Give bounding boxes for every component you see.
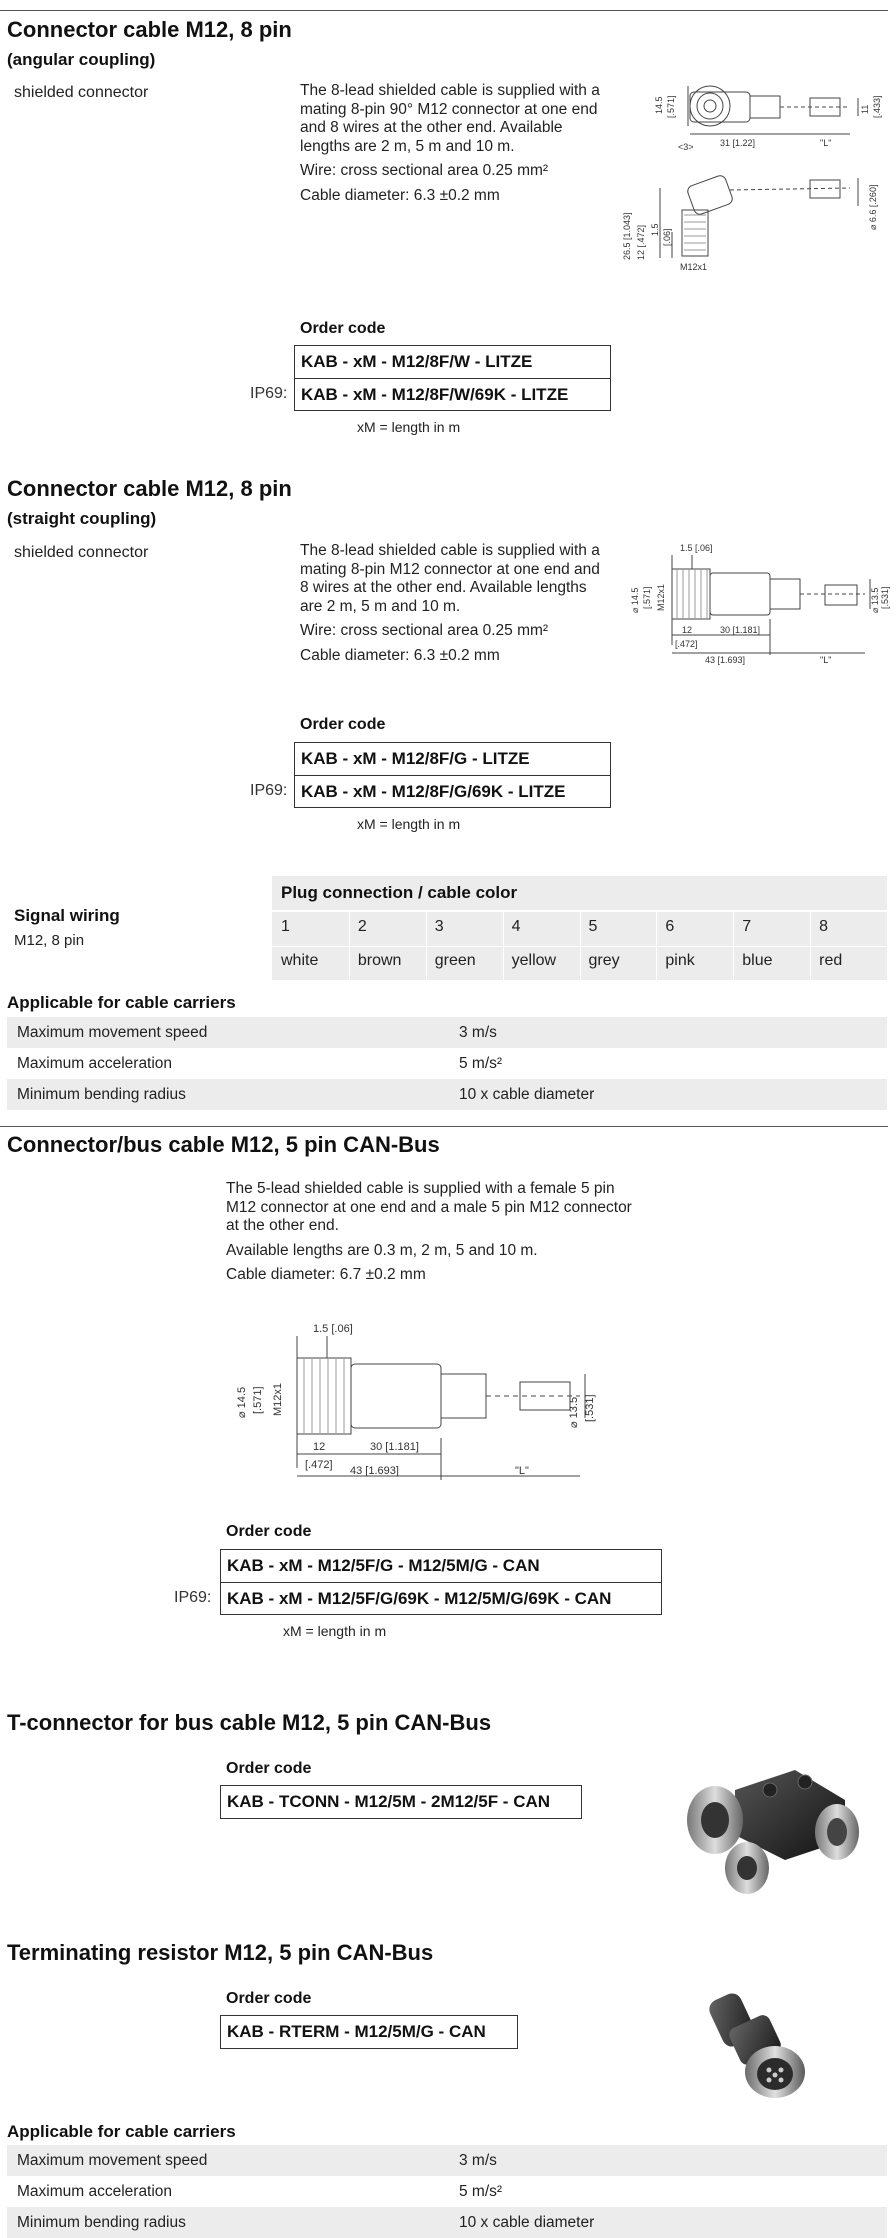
signal-header: Plug connection / cable color bbox=[281, 883, 518, 902]
dim-step: 1.5 bbox=[650, 223, 660, 236]
wire-spec: Wire: cross sectional area 0.25 mm² bbox=[300, 162, 549, 179]
order-code-label: Order code bbox=[226, 1990, 312, 2007]
wire-spec: Wire: cross sectional area 0.25 mm² bbox=[300, 622, 549, 639]
order-code-ip69: KAB - xM - M12/8F/G/69K - LITZE bbox=[295, 775, 610, 807]
dim-step: 1.5 [.06] bbox=[313, 1323, 353, 1335]
pin-number: 7 bbox=[742, 918, 752, 935]
column-divider bbox=[503, 910, 504, 980]
cable-color: red bbox=[819, 952, 843, 969]
dim-bottom-height: 26.5 [1.043] bbox=[622, 212, 632, 260]
carrier-label: Minimum bending radius bbox=[17, 1086, 186, 1103]
dim-length-l: "L" bbox=[515, 1465, 529, 1477]
dim-cable-in: [.531] bbox=[880, 586, 890, 609]
cable-diameter: Cable diameter: 6.3 ±0.2 mm bbox=[300, 646, 500, 664]
carrier-value: 3 m/s bbox=[459, 1024, 497, 1041]
carrier-row bbox=[7, 1017, 887, 1048]
dim-top-length: 31 [1.22] bbox=[720, 138, 756, 148]
dim-diameter: ⌀ 14.5 bbox=[236, 1386, 248, 1418]
cable-color: grey bbox=[588, 952, 620, 969]
signal-title: Signal wiring bbox=[14, 906, 120, 925]
order-code-label: Order code bbox=[226, 1760, 312, 1777]
carrier-value: 5 m/s² bbox=[459, 1055, 503, 1072]
cable-color: yellow bbox=[511, 952, 557, 969]
order-code-ip69: KAB - xM - M12/8F/W/69K - LITZE bbox=[295, 378, 610, 410]
dim-diameter: ⌀ 14.5 bbox=[630, 587, 640, 613]
carriers-title: Applicable for cable carriers bbox=[7, 993, 236, 1012]
dim-diameter-in: [.571] bbox=[642, 586, 652, 609]
carrier-value: 5 m/s² bbox=[459, 2183, 503, 2200]
pin-number: 2 bbox=[357, 918, 367, 935]
order-code: KAB - TCONN - M12/5M - 2M12/5F - CAN bbox=[227, 1792, 551, 1811]
cable-diameter: Cable diameter: 6.3 ±0.2 mm bbox=[300, 186, 500, 204]
description bbox=[300, 542, 610, 671]
order-code-box bbox=[220, 1549, 662, 1615]
carrier-label: Maximum acceleration bbox=[17, 2183, 173, 2200]
dim-cable: ⌀ 13.5 bbox=[568, 1396, 580, 1428]
carrier-row bbox=[7, 1079, 887, 1110]
dim-thread: M12x1 bbox=[656, 583, 666, 611]
dim-knurl: 12 bbox=[682, 625, 693, 635]
ip69-label: IP69: bbox=[250, 385, 288, 402]
dim-bottom-width: 12 [.472] bbox=[636, 224, 646, 260]
section-subtitle: (straight coupling) bbox=[7, 509, 157, 528]
dim-cable: ⌀ 13.5 bbox=[870, 587, 880, 613]
pin-number: 6 bbox=[665, 918, 675, 935]
order-code-box bbox=[220, 2015, 518, 2049]
top-rule bbox=[0, 10, 888, 11]
dim-length-l: "L" bbox=[820, 655, 832, 665]
dim-thread: M12x1 bbox=[680, 262, 708, 272]
carrier-row bbox=[7, 2176, 887, 2207]
lengths-text: Available lengths are 0.3 m, 2 m, 5 and 10 m. bbox=[226, 1241, 538, 1259]
order-code: KAB - xM - M12/8F/W - LITZE bbox=[301, 352, 533, 371]
carrier-value: 10 x cable diameter bbox=[459, 2214, 595, 2231]
dim-length-l: "L" bbox=[820, 138, 832, 148]
carrier-label: Minimum bending radius bbox=[17, 2214, 186, 2231]
connector-type-label: shielded connector bbox=[14, 544, 149, 561]
carrier-row bbox=[7, 2207, 887, 2238]
column-divider bbox=[733, 910, 734, 980]
order-code-ip69: KAB - xM - M12/5F/G/69K - M12/5M/G/69K - CAN bbox=[221, 1582, 661, 1614]
length-note: xM = length in m bbox=[283, 1623, 387, 1639]
cable-color: blue bbox=[742, 952, 773, 969]
dim-body: 30 [1.181] bbox=[370, 1441, 419, 1453]
carriers-title: Applicable for cable carriers bbox=[7, 2122, 236, 2141]
section-title: T-connector for bus cable M12, 5 pin CAN-Bus bbox=[7, 1710, 492, 1735]
carrier-value: 10 x cable diameter bbox=[459, 1086, 595, 1103]
dim-total: 43 [1.693] bbox=[705, 655, 746, 665]
cable-color: pink bbox=[665, 952, 695, 969]
carrier-label: Maximum acceleration bbox=[17, 1055, 173, 1072]
carrier-row bbox=[7, 1048, 887, 1079]
carrier-label: Maximum movement speed bbox=[17, 2152, 208, 2169]
column-divider bbox=[656, 910, 657, 980]
order-code-box bbox=[294, 345, 611, 411]
column-divider bbox=[426, 910, 427, 980]
section-title: Connector/bus cable M12, 5 pin CAN-Bus bbox=[7, 1132, 440, 1157]
dim-cable-bottom: ⌀ 6.6 [.260] bbox=[868, 184, 878, 230]
pin-number: 4 bbox=[511, 918, 521, 935]
length-note: xM = length in m bbox=[357, 816, 461, 832]
description-text: The 5-lead shielded cable is supplied with a female 5 pin M12 connector at one end and a male 5 pin M12 connector at the other end. bbox=[226, 1180, 632, 1234]
order-code: KAB - RTERM - M12/5M/G - CAN bbox=[227, 2022, 486, 2041]
carrier-row bbox=[7, 2145, 887, 2176]
section-title: Connector cable M12, 8 pin bbox=[7, 17, 292, 42]
section-subtitle: (angular coupling) bbox=[7, 50, 156, 69]
cable-diameter: Cable diameter: 6.7 ±0.2 mm bbox=[226, 1266, 426, 1283]
signal-wiring-table bbox=[7, 876, 887, 980]
dim-step-in: [.06] bbox=[662, 228, 672, 246]
pin-number: 1 bbox=[281, 918, 290, 935]
dim-knurl-in: [.472] bbox=[305, 1459, 333, 1471]
order-code-box bbox=[294, 742, 611, 808]
ip69-label: IP69: bbox=[174, 1589, 212, 1606]
description bbox=[300, 82, 610, 211]
dim-top-height-in: [.571] bbox=[666, 95, 676, 118]
dim-diameter-in: [.571] bbox=[252, 1386, 264, 1414]
dim-total: 43 [1.693] bbox=[350, 1465, 399, 1477]
pin-number: 5 bbox=[588, 918, 598, 935]
section-rule bbox=[0, 1126, 888, 1127]
column-divider bbox=[349, 910, 350, 980]
t-connector-photo bbox=[675, 1760, 875, 1900]
description-text: The 8-lead shielded cable is supplied with a mating 8-pin 90° M12 connector at one end and 8 wires at the other end. Available lengths are 2 m, 5 m and 10 m. bbox=[300, 82, 600, 155]
column-divider bbox=[580, 910, 581, 980]
description bbox=[226, 1180, 646, 1291]
cable-color: white bbox=[281, 952, 319, 969]
dim-thread: M12x1 bbox=[272, 1382, 284, 1416]
connector-type-label: shielded connector bbox=[14, 84, 149, 101]
carrier-label: Maximum movement speed bbox=[17, 1024, 208, 1041]
section-title: Terminating resistor M12, 5 pin CAN-Bus bbox=[7, 1940, 434, 1965]
dim-knurl: 12 bbox=[313, 1441, 326, 1453]
carrier-value: 3 m/s bbox=[459, 2152, 497, 2169]
order-code: KAB - xM - M12/8F/G - LITZE bbox=[301, 749, 530, 768]
signal-label-cell bbox=[7, 876, 272, 980]
order-code-box bbox=[220, 1785, 582, 1819]
cable-color: brown bbox=[357, 952, 402, 969]
dim-cable-in: [.531] bbox=[584, 1394, 596, 1422]
dim-knurl-in: [.472] bbox=[675, 639, 698, 649]
dim-offset: <3> bbox=[678, 142, 694, 152]
cable-color: green bbox=[434, 952, 476, 969]
length-note: xM = length in m bbox=[357, 419, 461, 435]
pin-number: 8 bbox=[819, 918, 829, 935]
dim-step: 1.5 [.06] bbox=[680, 543, 713, 553]
dim-cable: 11 bbox=[860, 104, 870, 114]
section-title: Connector cable M12, 8 pin bbox=[7, 476, 292, 501]
bus-cable-drawing bbox=[215, 1318, 605, 1488]
order-code-label: Order code bbox=[226, 1523, 312, 1540]
terminating-resistor-photo bbox=[695, 1990, 835, 2105]
straight-connector-drawing bbox=[620, 535, 890, 665]
signal-subtitle: M12, 8 pin bbox=[14, 932, 85, 949]
description-text: The 8-lead shielded cable is supplied with a mating 8-pin M12 connector at one end and 8 wires at the other end. Available lengths are 2 m, 5 m and 10 m. bbox=[300, 542, 600, 615]
order-code-label: Order code bbox=[300, 320, 386, 337]
order-code: KAB - xM - M12/5F/G - M12/5M/G - CAN bbox=[227, 1556, 540, 1575]
pin-row bbox=[272, 910, 887, 980]
angular-connector-drawing bbox=[600, 70, 890, 280]
dim-cable-in: [.433] bbox=[872, 95, 882, 118]
ip69-label: IP69: bbox=[250, 782, 288, 799]
pin-number: 3 bbox=[434, 918, 444, 935]
column-divider bbox=[810, 910, 811, 980]
dim-top-height: 14.5 bbox=[654, 96, 664, 114]
dim-body: 30 [1.181] bbox=[720, 625, 761, 635]
order-code-label: Order code bbox=[300, 716, 386, 733]
